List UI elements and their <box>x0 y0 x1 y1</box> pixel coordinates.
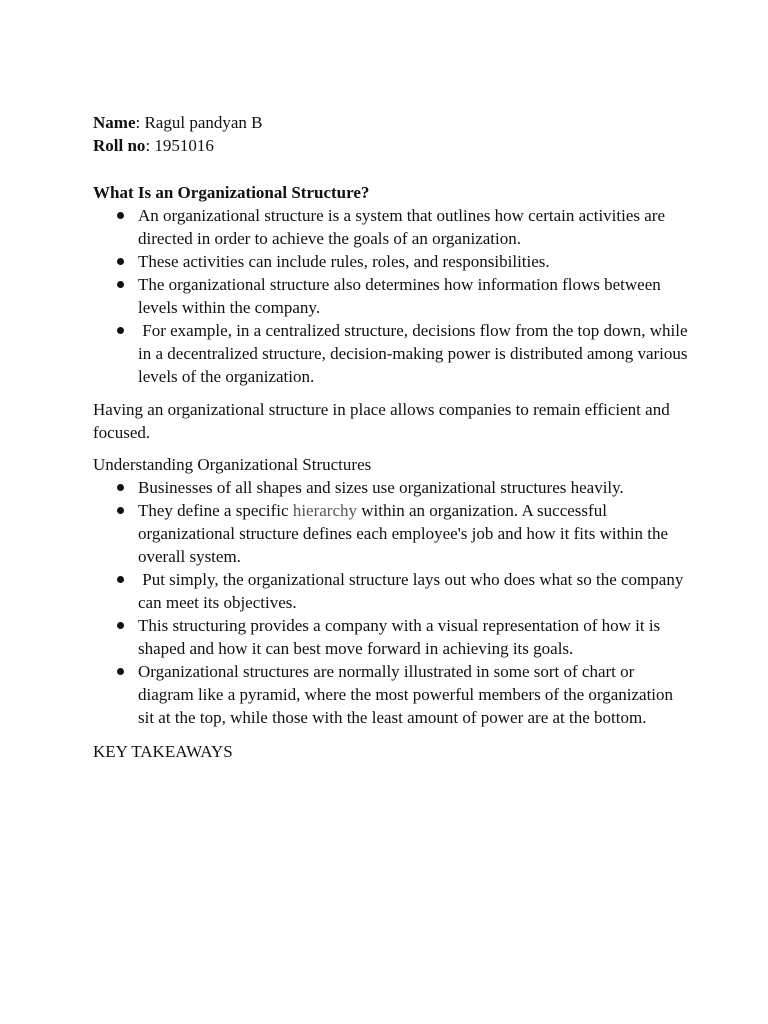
roll-value: : 1951016 <box>145 136 214 155</box>
key-takeaways-heading: KEY TAKEAWAYS <box>93 742 233 761</box>
list-item <box>93 476 693 499</box>
list-item <box>93 319 693 388</box>
hierarchy-link[interactable]: hierarchy <box>292 501 357 520</box>
section2-heading: Understanding Organizational Structures <box>93 455 372 474</box>
list-item <box>93 568 693 614</box>
list-item <box>93 499 693 568</box>
document-page <box>93 111 693 763</box>
roll-line <box>93 134 693 157</box>
list-item <box>93 273 693 319</box>
list-item <box>93 250 693 273</box>
bullet-icon <box>117 507 124 514</box>
name-label: Name <box>93 113 136 132</box>
list-item <box>93 614 693 660</box>
name-line <box>93 111 693 134</box>
list-item-text: Put simply, the organizational structure lays out who does what so the company can meet its objectives. <box>138 570 688 612</box>
bullet-icon <box>117 622 124 629</box>
roll-label: Roll no <box>93 136 146 155</box>
list-item-text: The organizational structure also determines how information flows between levels within the company. <box>138 275 661 317</box>
list-item-text: Organizational structures are normally illustrated in some sort of chart or diagram like a pyramid, where the most powerful members of the organization sit at the top, while those with the least amount of power are at the bottom. <box>138 662 674 727</box>
bullet-icon <box>117 576 124 583</box>
section1-heading: What Is an Organizational Structure? <box>93 183 370 202</box>
list-item <box>93 204 693 250</box>
list-item <box>93 660 693 729</box>
bullet-icon <box>117 668 124 675</box>
bullet-icon <box>117 327 124 334</box>
list-item-text-before: They define a specific <box>138 501 293 520</box>
bullet-icon <box>117 258 124 265</box>
bullet-icon <box>117 212 124 219</box>
list-item-text: This structuring provides a company with a visual representation of how it is shaped and how it can best move forward in achieving its goals. <box>138 616 661 658</box>
bullet-icon <box>117 484 124 491</box>
section1-list <box>93 204 693 388</box>
section2-list <box>93 476 693 729</box>
list-item-text: An organizational structure is a system that outlines how certain activities are directed in order to achieve the goals of an organization. <box>138 206 665 248</box>
list-item-text: For example, in a centralized structure, decisions flow from the top down, while in a decentralized structure, decision-making power is distributed among various levels of the organization. <box>138 321 692 386</box>
list-item-text-after: within an organization. A successful organizational structure defines each employee's job and how it fits within the overall system. <box>138 501 673 566</box>
list-item-text: These activities can include rules, roles, and responsibilities. <box>138 252 550 271</box>
summary-paragraph: Having an organizational structure in place allows companies to remain efficient and focused. <box>93 400 670 442</box>
bullet-icon <box>117 281 124 288</box>
list-item-text: Businesses of all shapes and sizes use organizational structures heavily. <box>138 478 624 497</box>
name-value: : Ragul pandyan B <box>135 113 263 132</box>
